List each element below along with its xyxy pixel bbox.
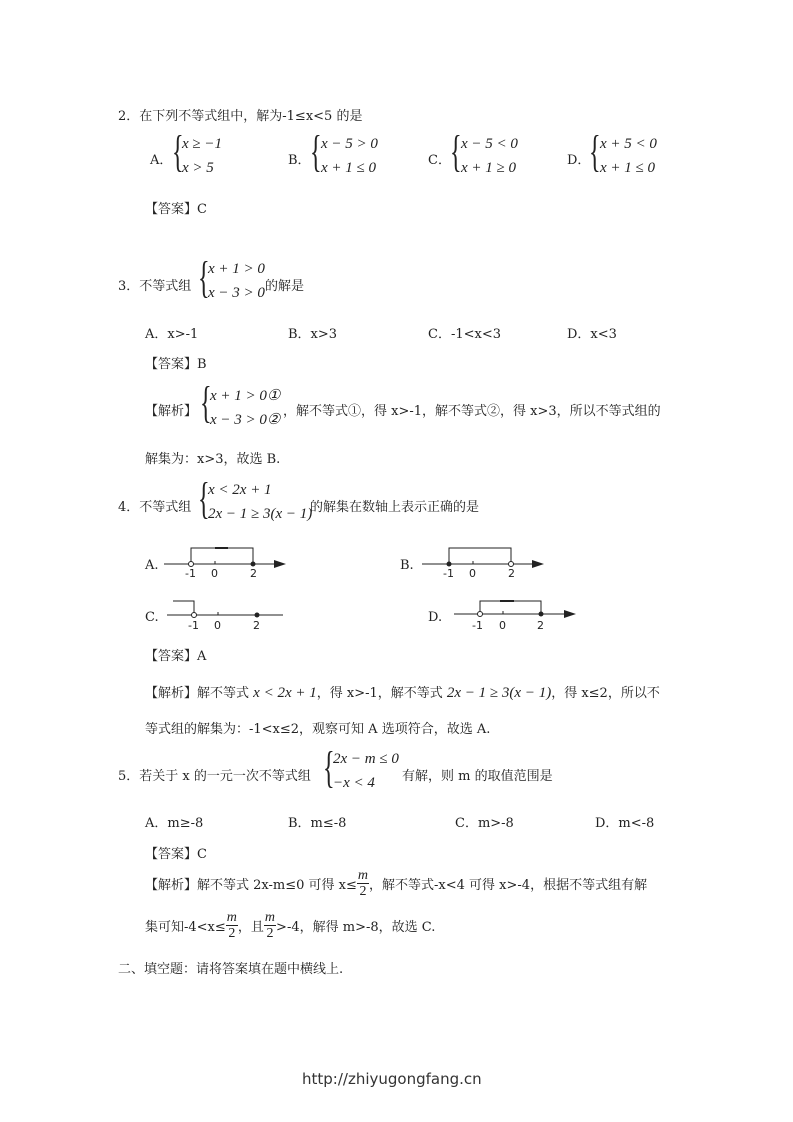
svg-text:0: 0 [499,619,506,632]
q5-ineq-2: −x < 4 [333,775,375,791]
q3-num: 3．不等式组 [118,279,192,294]
q3-analysis-ineq-2: x − 3 > 0② [210,412,281,428]
q3-option-b: B．x>3 [288,327,338,342]
q2-answer: 【答案】C [145,202,207,217]
svg-text:2: 2 [537,619,544,632]
q5-tail: 有解，则 m 的取值范围是 [402,769,553,784]
svg-text:2: 2 [250,567,257,580]
q4-ineq-2: 2x − 1 ≥ 3(x − 1) [208,506,313,522]
q3-answer: 【答案】B [145,357,207,372]
q5-analysis-line2: 集可知-4<x≤ $\frac{m}{2}$ ，且 $\frac{m}{2}$ >-4，解得 m>-8，故选 C. [145,910,436,941]
q3-analysis-line2: 解集为：x>3，故选 B. [145,452,281,467]
q5-option-b: B．m≤-8 [288,816,347,831]
q3-analysis-label: 【解析】 [145,404,198,419]
q4-numberline-d [450,592,580,632]
q4-numberline-b [418,542,548,580]
q5-option-a: A．m≥-8 [145,816,204,831]
fraction-m-over-2: $\frac{m}{2}$ [226,910,237,941]
q3-ineq-2: x − 3 > 0 [208,285,265,301]
q4-numberline-a [160,542,290,580]
q3-option-a: A．x>-1 [145,327,199,342]
q4-ineq-1: x < 2x + 1 [208,482,272,498]
q5-analysis-line1: 【解析】 解不等式 2x-m≤0 可得 x≤ $\frac{m}{2}$ ，解不等式-x<4 可得 x>-4，根据不等式组有解 [145,868,648,899]
svg-text:-1: -1 [472,619,483,632]
q4-analysis-line2: 等式组的解集为：-1<x≤2，观察可知 A 选项符合，故选 A. [145,722,491,737]
footer-url[interactable]: http://zhiyugongfang.cn [302,1070,482,1088]
section-heading: 二、填空题：请将答案填在题中横线上. [118,962,344,977]
q4-answer: 【答案】A [145,649,207,664]
q5-num: 5．若关于 x 的一元一次不等式组 [118,769,311,784]
q3-option-c: C．-1<x<3 [428,327,501,342]
svg-text:2: 2 [253,619,260,632]
svg-text:-1: -1 [188,619,199,632]
svg-text:-1: -1 [185,567,196,580]
svg-text:0: 0 [211,567,218,580]
svg-text:0: 0 [469,567,476,580]
q4-option-b-label: B. [400,558,414,573]
q4-option-c-label: C. [145,610,159,625]
q4-option-a-label: A. [145,558,159,573]
svg-text:2: 2 [508,567,515,580]
q3-ineq-1: x + 1 > 0 [208,261,265,277]
fraction-m-over-2: $\frac{m}{2}$ [264,910,276,941]
q5-option-d: D．m<-8 [595,816,655,831]
svg-text:-1: -1 [443,567,454,580]
q4-num: 4．不等式组 [118,500,192,515]
q5-option-c: C．m>-8 [455,816,514,831]
q4-analysis-line1: 【解析】解不等式 x < 2x + 1，得 x>-1，解不等式 2x − 1 ≥ 3(x − 1)，得 x≤2，所以不 [145,685,660,701]
q3-analysis-ineq-1: x + 1 > 0① [210,388,281,404]
q3-analysis-text: ，解不等式①，得 x>-1，解不等式②，得 x>3，所以不等式组的 [283,404,661,419]
q5-ineq-1: 2x − m ≤ 0 [333,751,399,767]
q4-tail: 的解集在数轴上表示正确的是 [310,500,480,515]
q5-answer: 【答案】C [145,847,207,862]
q3-option-d: D．x<3 [567,327,617,342]
q2-stem: 2．在下列不等式组中，解为-1≤x<5 的是 [118,109,363,124]
fraction-m-over-2: $\frac{m}{2}$ [357,868,369,899]
q3-tail: 的解是 [265,279,305,294]
q4-numberline-c [163,595,293,633]
svg-text:0: 0 [214,619,221,632]
q4-option-d-label: D. [428,610,443,625]
